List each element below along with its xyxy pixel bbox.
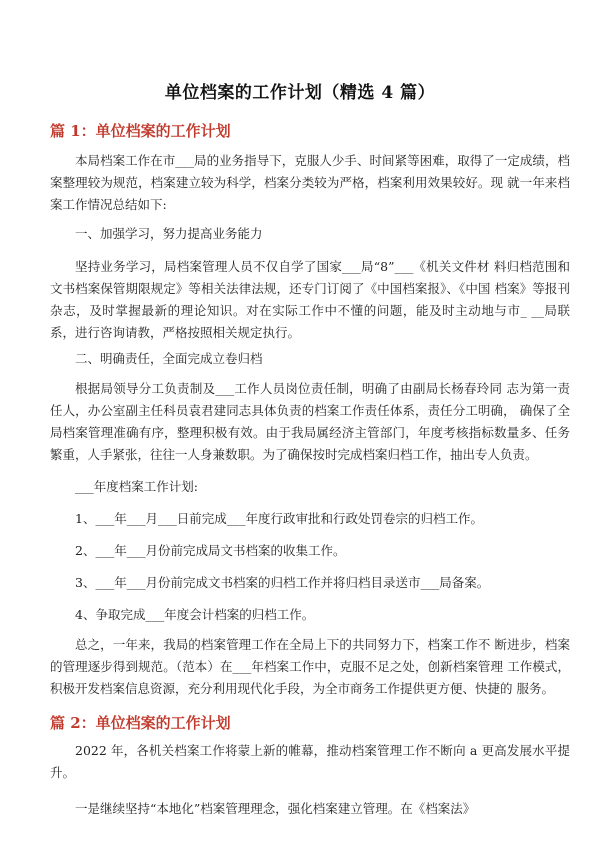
section-1-paragraph-2: 根据局领导分工负责制及___工作人员岗位责任制，明确了由副局长杨春玲同 志为第一责任人，办公室副主任科员袁君建同志具体负责的档案工作责任体系，责任分工明确， 确保了全局档案管理准确有序，整理积极有效。由于我局属经济主管部门，年度考核指标数量多、任务繁重，人手紧张，往往一人身兼数职。为了确保按时完成档案归档工作，抽出专人负责。: [50, 381, 570, 462]
section-1-plan-item-1: 1、___年___月___日前完成___年度行政审批和行政处罚卷宗的归档工作。: [75, 511, 483, 526]
document-title: 单位档案的工作计划（精选 4 篇）: [164, 83, 436, 103]
section-1-plan-item-2: 2、___年___月份前完成局文书档案的收集工作。: [75, 543, 346, 558]
section-2-heading: 篇 2：单位档案的工作计划: [50, 714, 231, 732]
section-1-plan-item-3: 3、___年___月份前完成文书档案的归档工作并将归档目录送市___局备案。: [75, 575, 490, 590]
section-2-paragraph-1: 2022 年，各机关档案工作将蒙上新的帷幕，推动档案管理工作不断向 a 更高发展水平提升。: [50, 743, 570, 780]
section-1-intro-paragraph: 本局档案工作在市___局的业务指导下，克服人少手、时间紧等困难，取得了一定成绩，档案整理较为规范，档案建立较为科学，档案分类较为严格，档案利用效果较好。现 就一年来档案工作情况总结如下:: [50, 153, 570, 212]
section-2-paragraph-2: 一是继续坚持“本地化”档案管理理念，强化档案建立管理。在《档案法》: [75, 801, 476, 816]
section-1-plan-item-4: 4、争取完成___年度会计档案的归档工作。: [75, 607, 315, 622]
section-1-paragraph-1: 坚持业务学习，局档案管理人员不仅自学了国家___局“8”___《机关文件材 料归档范围和文书档案保管期限规定》等相关法律法规，还专门订阅了《中国档案报》、《中国 档案》等报刊杂志，及时掌握最新的理论知识。对在实际工作中不懂的问题，能及时主动地与市_ __局联系，进行咨询请教，严格按照相关规定执行。: [50, 259, 570, 340]
section-1-subheading-1: 一、加强学习，努力提高业务能力: [75, 226, 263, 241]
section-1-summary-paragraph: 总之，一年来，我局的档案管理工作在全局上下的共同努力下，档案工作不 断进步，档案的管理逐步得到规范。（范本）在___年档案工作中，克服不足之处，创新档案管理 工作模式，积极开发档案信息资源，充分利用现代化手段，为全市商务工作提供更方便、快捷的 服务。: [50, 637, 570, 696]
section-1-heading: 篇 1：单位档案的工作计划: [50, 122, 231, 140]
section-1-subheading-2: 二、明确责任，全面完成立卷归档: [75, 351, 263, 366]
section-1-plan-title: ___年度档案工作计划:: [75, 479, 198, 494]
